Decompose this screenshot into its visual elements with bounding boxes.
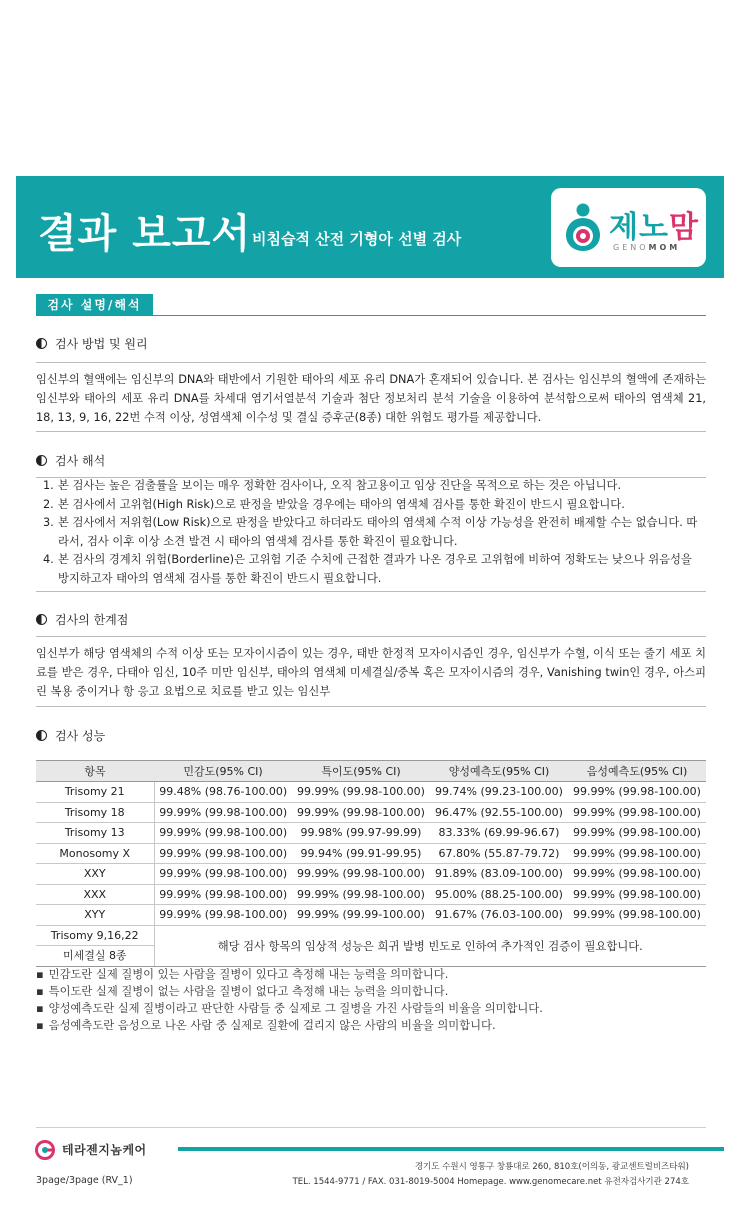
- list-item: ▪ 특이도란 실제 질병이 없는 사람을 질병이 없다고 측정해 내는 능력을 의미합니다.: [36, 983, 543, 1000]
- list-item: ▪ 민감도란 실제 질병이 있는 사람을 질병이 있다고 측정해 내는 능력을 의미합니다.: [36, 966, 543, 983]
- table-header-cell: 항목: [36, 761, 154, 782]
- table-cell: 99.99% (99.98-100.00): [568, 884, 706, 905]
- table-header-cell: 특이도(95% CI): [292, 761, 430, 782]
- extra-item-microdeletion: 미세결실 8종: [62, 948, 127, 962]
- half-circle-bullet-icon: [36, 338, 47, 349]
- table-cell: 99.99% (99.98-100.00): [292, 864, 430, 885]
- table-cell: [36, 925, 154, 966]
- table-cell: 99.99% (99.98-100.00): [292, 802, 430, 823]
- table-cell: 95.00% (88.25-100.00): [430, 884, 568, 905]
- table-row: [36, 843, 706, 864]
- table-cell: 99.99% (99.98-100.00): [568, 823, 706, 844]
- table-row: [36, 925, 706, 966]
- extra-item-trisomy: Trisomy 9,16,22: [36, 926, 154, 946]
- table-cell: XXX: [36, 884, 154, 905]
- theragen-logo-icon: [34, 1140, 60, 1160]
- footer-divider: [36, 1127, 706, 1128]
- table-cell: 96.47% (92.55-100.00): [430, 802, 568, 823]
- definitions-list: [36, 966, 543, 1034]
- table-row: [36, 864, 706, 885]
- extra-items-note: 해당 검사 항목의 임상적 성능은 희귀 발병 빈도로 인하여 추가적인 검증이 필요합니다.: [154, 925, 706, 966]
- performance-heading: 검사 성능: [36, 727, 105, 744]
- table-cell: 99.99% (99.98-100.00): [568, 802, 706, 823]
- table-cell: 83.33% (69.99-96.67): [430, 823, 568, 844]
- divider: [36, 431, 706, 432]
- table-cell: Trisomy 13: [36, 823, 154, 844]
- footer-accent-bar: [178, 1147, 724, 1151]
- table-cell: 99.99% (99.98-100.00): [154, 864, 292, 885]
- table-cell: 99.99% (99.98-100.00): [568, 905, 706, 926]
- performance-table: [36, 760, 706, 967]
- table-cell: 99.99% (99.99-100.00): [292, 905, 430, 926]
- table-cell: 91.89% (83.09-100.00): [430, 864, 568, 885]
- table-cell: 99.99% (99.98-100.00): [154, 843, 292, 864]
- table-cell: 99.99% (99.98-100.00): [154, 823, 292, 844]
- table-cell: 99.94% (99.91-99.95): [292, 843, 430, 864]
- list-item: 4. 본 검사의 경계치 위험(Borderline)은 고위험 기준 수치에 근접한 결과가 나온 경우로 고위험에 비하여 정확도는 낮으나 위음성을 방지하고자 태아의 염색체 검사를 통한 확진이 반드시 필요합니다.: [43, 553, 692, 585]
- table-row: [36, 823, 706, 844]
- method-heading: 검사 방법 및 원리: [36, 335, 148, 352]
- table-header-cell: 음성예측도(95% CI): [568, 761, 706, 782]
- logo-korean-text: 제노맘: [609, 210, 699, 245]
- table-row: [36, 884, 706, 905]
- table-cell: 99.98% (99.97-99.99): [292, 823, 430, 844]
- list-item: 2. 본 검사에서 고위험(High Risk)으로 판정을 받았을 경우에는 태아의 염색체 검사를 통한 확진이 반드시 필요합니다.: [43, 497, 625, 511]
- divider: [36, 636, 706, 637]
- interpretation-list: [36, 477, 706, 589]
- section-title: 검사 설명/해석: [36, 294, 153, 316]
- table-cell: XYY: [36, 905, 154, 926]
- footer-contact: TEL. 1544-9771 / FAX. 031-8019-5004 Homepage. www.genomecare.net 유전자검사기관 274호: [292, 1177, 689, 1187]
- report-subtitle: 비침습적 산전 기형아 선별 검사: [252, 230, 462, 248]
- table-cell: Trisomy 21: [36, 782, 154, 803]
- table-cell: 99.74% (99.23-100.00): [430, 782, 568, 803]
- limits-heading: 검사의 한계점: [36, 611, 128, 628]
- table-cell: 99.99% (99.98-100.00): [154, 802, 292, 823]
- table-cell: 99.99% (99.98-100.00): [568, 843, 706, 864]
- report-header-banner: [16, 176, 724, 278]
- table-cell: XXY: [36, 864, 154, 885]
- interpretation-heading: 검사 해석: [36, 452, 105, 469]
- table-cell: 99.99% (99.98-100.00): [154, 884, 292, 905]
- list-item: 3. 본 검사에서 저위험(Low Risk)으로 판정을 받았다고 하더라도 태아의 염색체 수적 이상 가능성을 완전히 배제할 수는 없습니다. 따라서, 검사 이후 이상 소견 발견 시 태아의 염색체 검사를 통한 확진이 필요합니다.: [43, 516, 698, 548]
- report-title: 결과 보고서: [38, 211, 252, 257]
- table-cell: Monosomy X: [36, 843, 154, 864]
- table-header-row: [36, 761, 706, 782]
- genomom-logo: [551, 188, 706, 267]
- half-circle-bullet-icon: [36, 614, 47, 625]
- table-row: [36, 782, 706, 803]
- divider: [36, 591, 706, 592]
- table-cell: 99.99% (99.98-100.00): [568, 864, 706, 885]
- genomom-logo-icon: [563, 201, 603, 253]
- table-cell: 99.99% (99.98-100.00): [154, 905, 292, 926]
- table-header-cell: 민감도(95% CI): [154, 761, 292, 782]
- divider: [36, 706, 706, 707]
- page-number: 3page/3page (RV_1): [36, 1175, 133, 1186]
- limits-text: 임신부가 해당 염색체의 수적 이상 또는 모자이시즘이 있는 경우, 태반 한정적 모자이시즘인 경우, 임신부가 수혈, 이식 또는 줄기 세포 치료를 받은 경우, 다태아 임신, 10주 미만 임신부, 태아의 염색체 미세결실/중복 혹은 모자이시즘의 경우, Vanishing twin인 경우, 아스피린 복용 중이거나 항 응고 요법으로 치료를 받고 있는 임신부: [36, 647, 706, 698]
- list-item: ▪ 음성예측도란 음성으로 나온 사람 중 실제로 질환에 걸리지 않은 사람의 비율을 의미합니다.: [36, 1017, 543, 1034]
- list-item: ▪ 양성예측도란 실제 질병이라고 판단한 사람들 중 실제로 그 질병을 가진 사람들의 비율을 의미합니다.: [36, 1000, 543, 1017]
- logo-english-text: GENOMOM: [613, 243, 681, 252]
- table-cell: 99.48% (98.76-100.00): [154, 782, 292, 803]
- table-cell: 99.99% (99.98-100.00): [292, 782, 430, 803]
- table-cell: Trisomy 18: [36, 802, 154, 823]
- method-text: 임신부의 혈액에는 임신부의 DNA와 태반에서 기원한 태아의 세포 유리 DNA가 혼재되어 있습니다. 본 검사는 임신부의 혈액에 존재하는 임신부와 태아의 세포 유리 DNA를 차세대 염기서열분석 기술과 첨단 정보처리 분석 기술을 이용하여 분석함으로써 태아의 염색체 21, 18, 13, 9, 16, 22번 수적 이상, 성염색체 이수성 및 결실 증후군(8종) 대한 위험도 평가를 제공합니다.: [36, 373, 706, 424]
- half-circle-bullet-icon: [36, 455, 47, 466]
- half-circle-bullet-icon: [36, 730, 47, 741]
- table-row: [36, 802, 706, 823]
- list-item: 1. 본 검사는 높은 검출률을 보이는 매우 정확한 검사이나, 오직 참고용이고 임상 진단을 목적으로 하는 것은 아닙니다.: [43, 479, 622, 492]
- divider: [36, 362, 706, 363]
- footer-address: 경기도 수원시 영통구 창룡대로 260, 810호(이의동, 광교센트럴비즈타워): [414, 1162, 689, 1172]
- table-cell: 99.99% (99.98-100.00): [292, 884, 430, 905]
- table-cell: 99.99% (99.98-100.00): [568, 782, 706, 803]
- footer-company-name: 테라젠지놈케어: [62, 1143, 147, 1157]
- table-cell: 67.80% (55.87-79.72): [430, 843, 568, 864]
- table-cell: 91.67% (76.03-100.00): [430, 905, 568, 926]
- section-divider: [36, 315, 706, 316]
- table-header-cell: 양성예측도(95% CI): [430, 761, 568, 782]
- table-row: [36, 905, 706, 926]
